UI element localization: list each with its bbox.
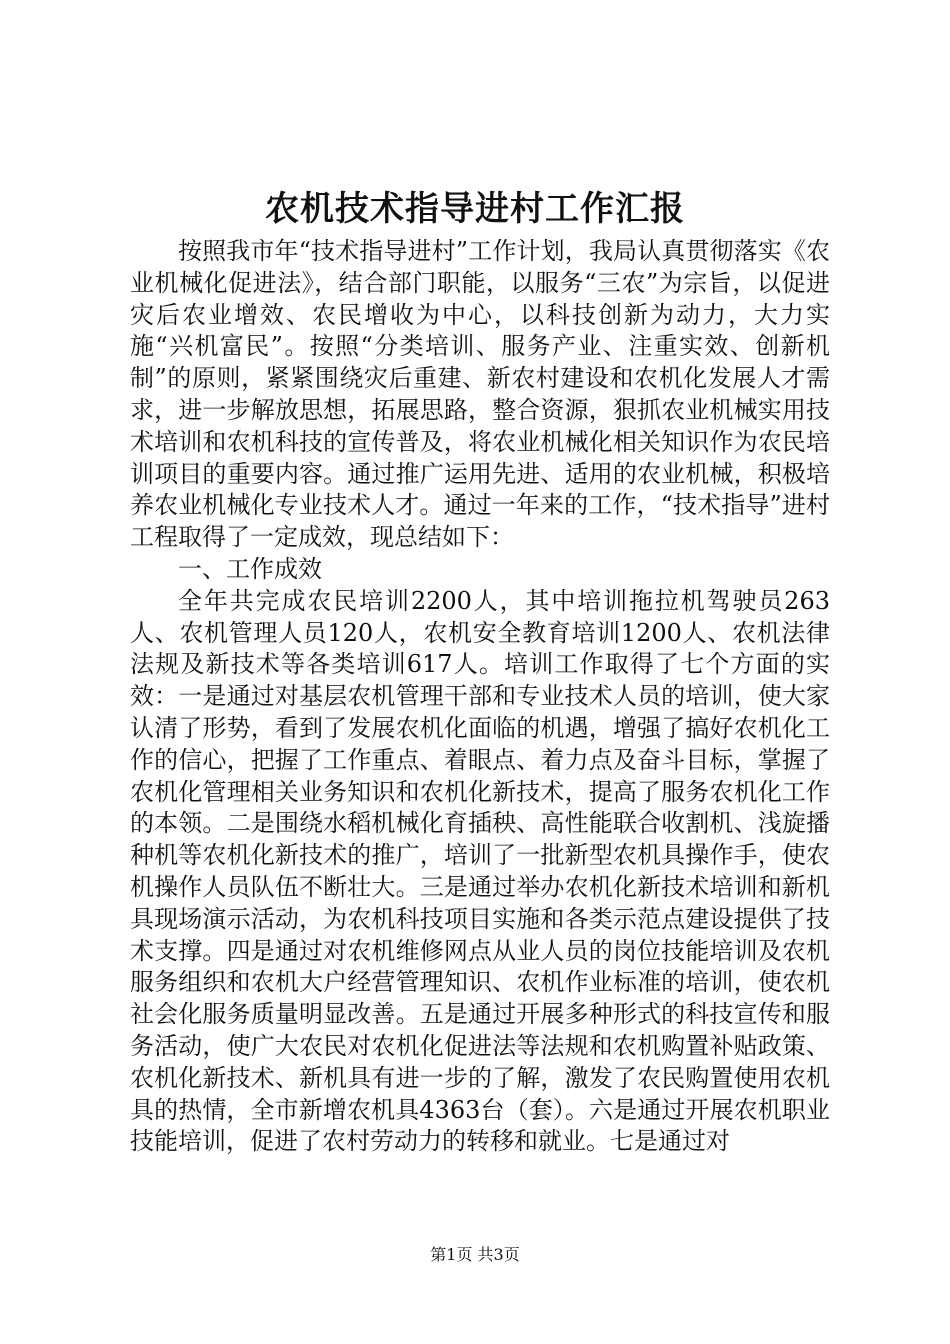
intro-paragraph: 按照我市年“技术指导进村”工作计划，我局认真贯彻落实《农业机械化促进法》，结合部门职能，以服务“三农”为宗旨，以促进灾后农业增效、农民增收为中心，以科技创新为动力，大力实施“兴机富民”。按照“分类培训、服务产业、注重实效、创新机制”的原则，紧紧围绕灾后重建、新农村建设和农机化发展人才需求，进一步解放思想，拓展思路，整合资源，狠抓农业机械实用技术培训和农机科技的宣传普及，将农业机械化相关知识作为农民培训项目的重要内容。通过推广运用先进、适用的农业机械，积极培养农业机械化专业技术人才。通过一年来的工作，“技术指导”进村工程取得了一定成效，现总结如下： [130,237,830,552]
section-heading: 一、工作成效 [178,554,322,583]
page-footer: 第1页 共3页 [430,1245,520,1264]
document-body [130,236,830,1158]
results-paragraph: 全年共完成农民培训2200人，其中培训拖拉机驾驶员263人、农机管理人员120人，农机安全教育培训1200人、农机法律法规及新技术等各类培训617人。培训工作取得了七个方面的实效：一是通过对基层农机管理干部和专业技术人员的培训，使大家认清了形势，看到了发展农机化面临的机遇，增强了搞好农机化工作的信心，把握了工作重点、着眼点、着力点及奋斗目标，掌握了农机化管理相关业务知识和农机化新技术，提高了服务农机化工作的本领。二是围绕水稻机械化育插秧、高性能联合收割机、浅旋播种机等农机化新技术的推广，培训了一批新型农机具操作手，使农机操作人员队伍不断壮大。三是通过举办农机化新技术培训和新机具现场演示活动，为农机科技项目实施和各类示范点建设提供了技术支撑。四是通过对农机维修网点从业人员的岗位技能培训及农机服务组织和农机大户经营管理知识、农机作业标准的培训，使农机社会化服务质量明显改善。五是通过开展多种形式的科技宣传和服务活动，使广大农民对农机化促进法等法规和农机购置补贴政策、农机化新技术、新机具有进一步的了解，激发了农民购置使用农机具的热情，全市新增农机具4363台（套）。六是通过开展农机职业技能培训，促进了农村劳动力的转移和就业。七是通过对 [130,586,830,1156]
document-title: 农机技术指导进村工作汇报 [265,189,685,229]
